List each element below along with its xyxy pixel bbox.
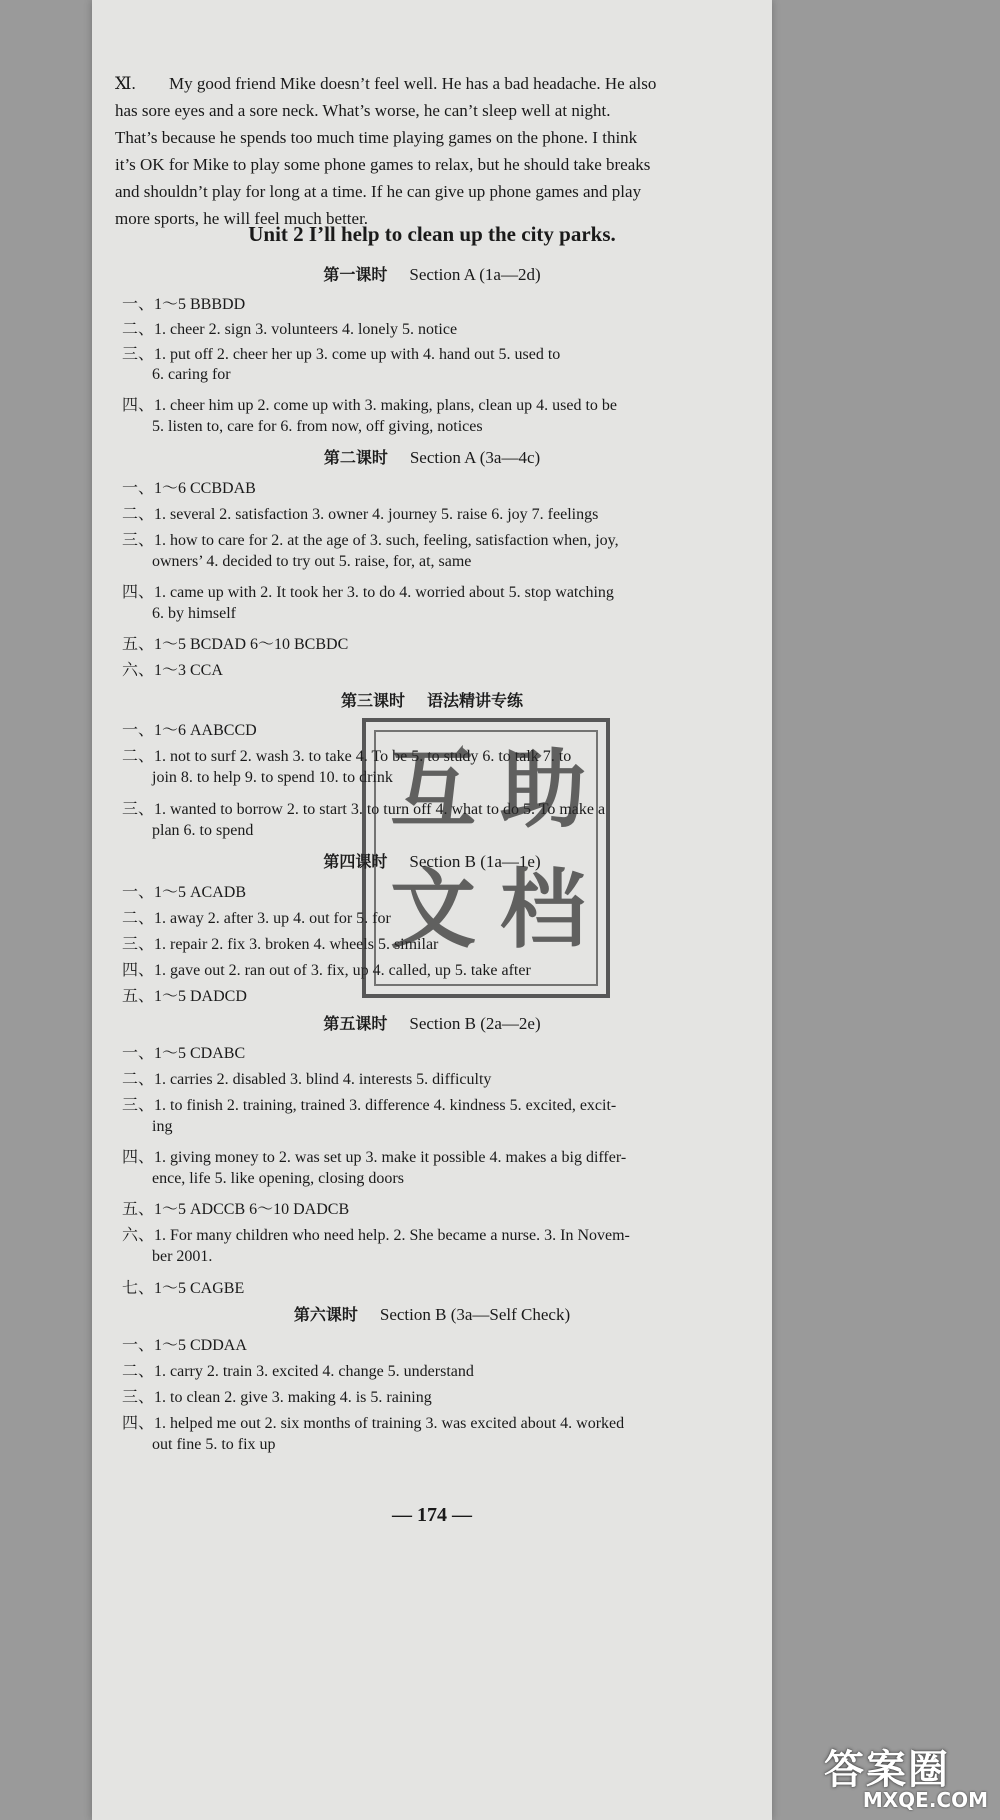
answer-line: 四、1. helped me out 2. six months of training 3. was excited about 4. worked xyxy=(122,1415,625,1432)
paragraph-line: That’s because he spends too much time playing games on the phone. I think xyxy=(115,128,638,147)
answer-line: 三、1. how to care for 2. at the age of 3. such, feeling, satisfaction when, joy, xyxy=(122,532,619,549)
answer-line: 三、1. wanted to borrow 2. to start 3. to turn off 4. what to do 5. To make a xyxy=(122,801,606,818)
answer-line: out fine 5. to fix up xyxy=(152,1436,276,1453)
answer-line: 6. caring for xyxy=(152,366,231,383)
lesson-en: 语法精讲专练 xyxy=(427,691,524,710)
answer-line: join 8. to help 9. to spend 10. to drink xyxy=(152,769,393,786)
answer-line: 三、1. to clean 2. give 3. making 4. is 5. raining xyxy=(122,1389,432,1406)
paragraph-line: it’s OK for Mike to play some phone games to relax, but he should take breaks xyxy=(115,155,651,174)
answer-line: 五、1～5 BCDAD 6～10 BCBDC xyxy=(122,636,349,653)
answer-line: 三、1. to finish 2. training, trained 3. difference 4. kindness 5. excited, excit- xyxy=(122,1097,617,1114)
paragraph-line: more sports, he will feel much better. xyxy=(115,209,369,228)
site-watermark-logo xyxy=(814,1734,994,1814)
stamp-watermark xyxy=(362,718,610,998)
page-number: — 174 — xyxy=(392,1504,472,1526)
watermark-en: MXQE.COM xyxy=(862,1788,988,1812)
answer-line: 七、1～5 CAGBE xyxy=(122,1280,245,1297)
answer-line: plan 6. to spend xyxy=(152,822,254,839)
answer-line: 二、1. several 2. satisfaction 3. owner 4. journey 5. raise 6. joy 7. feelings xyxy=(122,506,599,523)
lesson-en: Section B (3a—Self Check) xyxy=(379,1305,571,1324)
answer-line: ing xyxy=(152,1118,173,1135)
unit-title: Unit 2 I’ll help to clean up the city parks. xyxy=(248,222,616,246)
answer-line: 四、1. giving money to 2. was set up 3. make it possible 4. makes a big differ- xyxy=(122,1149,627,1166)
stamp-char: 文 xyxy=(390,860,476,960)
answer-line: 三、1. put off 2. cheer her up 3. come up with 4. hand out 5. used to xyxy=(122,346,561,363)
lesson-en: Section A (3a—4c) xyxy=(409,448,541,467)
lesson-heading xyxy=(92,688,772,711)
answer-line: ber 2001. xyxy=(152,1248,213,1265)
section-number: Ⅺ. xyxy=(115,74,136,93)
answer-line: 6. by himself xyxy=(152,605,236,622)
lesson-en: Section B (1a—1e) xyxy=(409,852,541,871)
answer-line: 五、1～5 ADCCB 6～10 DADCB xyxy=(122,1201,350,1218)
answer-line: 一、1～5 BBBDD xyxy=(122,296,246,313)
answer-line: ence, life 5. like opening, closing doors xyxy=(152,1170,404,1187)
answer-line: 六、1～3 CCA xyxy=(122,662,223,679)
lesson-cn: 第一课时 xyxy=(323,265,388,284)
answer-line: 二、1. away 2. after 3. up 4. out for 5. for xyxy=(122,910,391,927)
answer-line: owners’ 4. decided to try out 5. raise, for, at, same xyxy=(152,553,472,570)
answer-line: 一、1～5 CDABC xyxy=(122,1045,246,1062)
answer-line: 五、1～5 DADCD xyxy=(122,988,247,1005)
reading-paragraph xyxy=(115,70,755,232)
lesson-cn: 第五课时 xyxy=(323,1014,388,1033)
answer-line: 二、1. not to surf 2. wash 3. to take 4. To be 5. to study 6. to talk 7. to xyxy=(122,748,572,765)
answer-line: 二、1. carries 2. disabled 3. blind 4. interests 5. difficulty xyxy=(122,1071,492,1088)
answer-line: 三、1. repair 2. fix 3. broken 4. wheels 5. similar xyxy=(122,936,439,953)
answer-line: 六、1. For many children who need help. 2. She became a nurse. 3. In Novem- xyxy=(122,1227,630,1244)
answer-line: 一、1～5 CDDAA xyxy=(122,1337,247,1354)
stamp-char: 助 xyxy=(500,740,586,840)
answer-line: 四、1. came up with 2. It took her 3. to do 4. worried about 5. stop watching xyxy=(122,584,614,601)
answer-line: 四、1. gave out 2. ran out of 3. fix, up 4. called, up 5. take after xyxy=(122,962,531,979)
lesson-heading xyxy=(92,445,772,468)
lesson-heading xyxy=(92,262,772,285)
answer-line: 四、1. cheer him up 2. come up with 3. making, plans, clean up 4. used to be xyxy=(122,397,618,414)
stamp-char: 档 xyxy=(500,860,586,960)
lesson-cn: 第四课时 xyxy=(323,852,388,871)
lesson-heading xyxy=(92,1302,772,1325)
paragraph-line: and shouldn’t play for long at a time. If he can give up phone games and play xyxy=(115,182,642,201)
answer-line: 一、1～6 AABCCD xyxy=(122,722,257,739)
lesson-cn: 第六课时 xyxy=(293,1305,358,1324)
answer-line: 二、1. cheer 2. sign 3. volunteers 4. lonely 5. notice xyxy=(122,321,458,338)
answer-line: 一、1～5 ACADB xyxy=(122,884,247,901)
stamp-char: 互 xyxy=(390,740,476,840)
answer-line: 二、1. carry 2. train 3. excited 4. change 5. understand xyxy=(122,1363,474,1380)
lesson-heading xyxy=(92,1011,772,1034)
lesson-cn: 第三课时 xyxy=(340,691,405,710)
lesson-cn: 第二课时 xyxy=(323,448,388,467)
paragraph-line: has sore eyes and a sore neck. What’s worse, he can’t sleep well at night. xyxy=(115,101,611,120)
paragraph-line: My good friend Mike doesn’t feel well. He has a bad headache. He also xyxy=(169,74,657,93)
watermark-cn: 答案圈 xyxy=(824,1747,950,1793)
answer-line: 一、1～6 CCBDAB xyxy=(122,480,256,497)
lesson-en: Section B (2a—2e) xyxy=(409,1014,541,1033)
lesson-en: Section A (1a—2d) xyxy=(409,265,541,284)
answer-line: 5. listen to, care for 6. from now, off giving, notices xyxy=(152,418,483,435)
